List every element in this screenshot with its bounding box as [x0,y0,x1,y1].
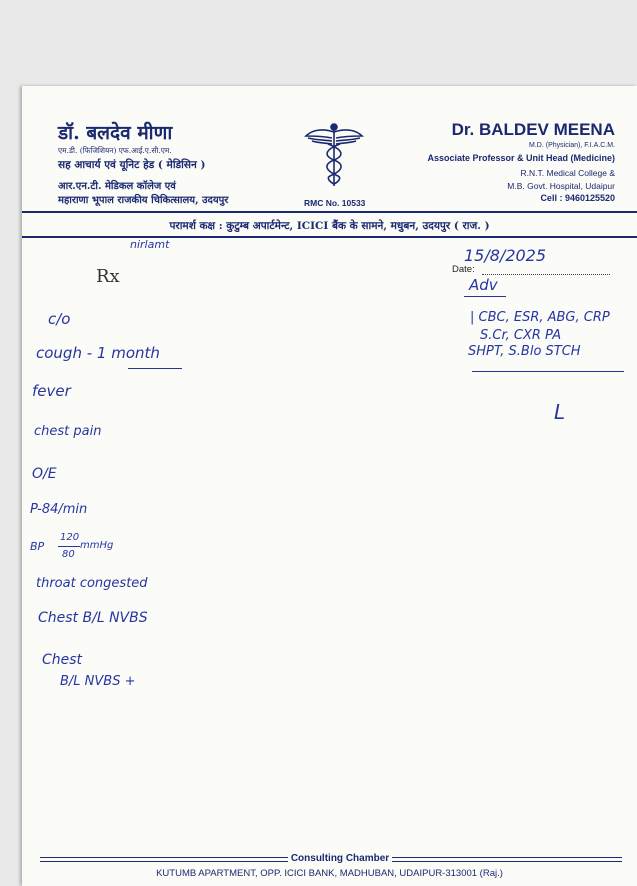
handwritten-co: c/o [48,310,71,328]
handwritten-top-note: nirlamt [130,238,170,251]
degrees: M.D. (Physician), F.I.A.C.M. [529,142,615,149]
designation-hindi: सह आचार्य एवं यूनिट हेड ( मेडिसिन ) [58,159,206,171]
designation: Associate Professor & Unit Head (Medicine) [427,153,615,163]
date-dotted-line [482,274,610,275]
handwritten-chest-1: Chest B/L NVBS [38,610,148,626]
degrees-hindi: एम.डी. (फिजिशियन) एफ.आई.ए.सी.एम. [58,146,172,155]
cell-number: Cell : 9460125520 [540,193,615,203]
handwritten-chest-2a: Chest [42,652,83,668]
adv-underline-bottom [472,371,624,372]
handwritten-adv-line3: SHPT, S.Blo STCH [468,344,581,359]
rx-symbol: Rx [96,266,120,287]
hospital: M.B. Govt. Hospital, Udaipur [507,181,615,191]
handwritten-adv-heading: Adv [469,276,498,294]
handwritten-signature: L [554,400,566,424]
handwritten-complaint-cough: cough - 1 month [36,344,160,362]
footer-rule-right [392,857,622,862]
bp-fraction-bar [58,546,80,547]
prescription-sheet [22,86,637,886]
college: R.N.T. Medical College & [520,168,615,178]
handwritten-complaint-fever: fever [32,382,71,400]
footer-rule-left [40,857,288,862]
handwritten-bp-label: BP [30,540,45,553]
caduceus-icon [304,122,364,188]
handwritten-bp-unit: mmHg [80,540,114,551]
footer-address: KUTUMB APARTMENT, OPP. ICICI BANK, MADHUBAN, UDAIPUR-313001 (Raj.) [156,868,503,879]
footer-label: Consulting Chamber [290,853,390,864]
doctor-name: Dr. BALDEV MEENA [451,120,615,139]
handwritten-complaint-chestpain: chest pain [34,424,102,439]
handwritten-adv-line1: | CBC, ESR, ABG, CRP [470,310,610,325]
header-rule-top [22,211,637,213]
date-label: Date: [452,264,475,275]
handwritten-oe: O/E [32,466,57,482]
handwritten-pulse: P-84/min [30,502,88,517]
consultation-address-hindi: परामर्श कक्ष : कुटुम्ब अपार्टमेन्ट, ICICI बैंक के सामने, मधुबन, उदयपुर ( राज. ) [169,220,490,232]
handwritten-adv-line2: S.Cr, CXR PA [480,328,562,343]
handwritten-chest-2b: B/L NVBS + [60,674,136,689]
cough-underline [128,368,182,369]
handwritten-bp-numerator: 120 [60,532,80,543]
handwritten-throat: throat congested [36,576,148,591]
rmc-number: RMC No. 10533 [304,198,366,208]
handwritten-date: 15/8/2025 [464,246,547,265]
header-rule-bottom [22,236,637,238]
hospital-hindi: महाराणा भूपाल राजकीय चिकित्सालय, उदयपुर [58,195,229,206]
college-hindi: आर.एन.टी. मेडिकल कॉलेज एवं [58,181,176,192]
handwritten-bp-denominator: 80 [62,549,75,560]
doctor-name-hindi: डॉ. बलदेव मीणा [58,122,173,144]
adv-underline [464,296,506,297]
